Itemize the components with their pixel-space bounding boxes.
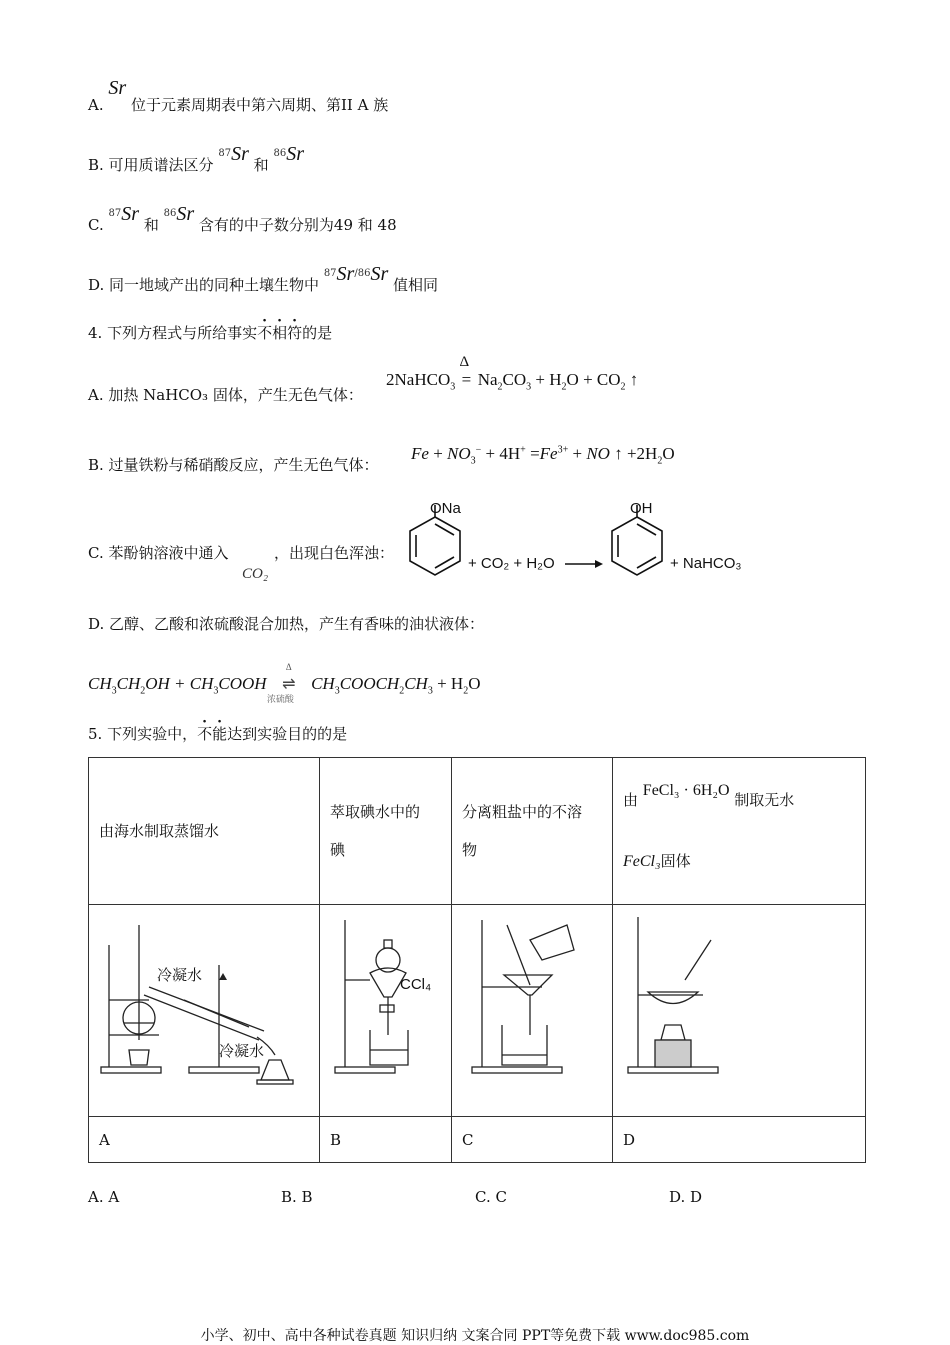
emphasis-char: 不 (197, 725, 213, 743)
product-nahco3: + NaHCO₃ (670, 555, 742, 572)
element-symbol: Sr (336, 263, 355, 285)
cell-text: 物 (462, 841, 478, 859)
q4-option-a-equation (386, 354, 639, 393)
ccl4-label: CCl₄ (400, 976, 432, 993)
cell-text: 固体 (660, 852, 691, 870)
option-text: 位于元素周期表中第六周期、第II A 族 (130, 96, 389, 114)
filtration-apparatus-image (452, 905, 612, 1102)
table-row-letters (89, 1117, 866, 1163)
q5-choice-c[interactable]: C. C (475, 1188, 507, 1206)
emphasis-char: 符 (287, 324, 303, 342)
heat-condition: Δ = (459, 354, 472, 389)
condensing-water-label: 冷凝水 (157, 966, 203, 984)
equation-left (88, 674, 267, 697)
formula-part: O + CO (566, 370, 621, 389)
element-symbol: Sr (176, 203, 195, 225)
equation-right (311, 674, 481, 697)
formula-part: = (525, 444, 540, 463)
mass-number: 87 (323, 268, 337, 279)
mass-number: 87 (218, 148, 232, 159)
q5-stem (88, 724, 347, 744)
formula-part: CH (88, 674, 112, 693)
q5-choice-a[interactable]: A. A (88, 1188, 120, 1206)
formula-part: Na (473, 370, 498, 389)
formula-part: + 4H (481, 444, 521, 463)
element-symbol: Sr (121, 203, 140, 225)
formula-part: 2 (657, 455, 663, 467)
formula-part: OH + CH (145, 674, 214, 693)
co2-formula: CO₂ (242, 566, 269, 582)
conjunction: 和 (143, 216, 159, 234)
formula-part: ↑ +2H (609, 444, 658, 463)
page-footer: 小学、初中、高中各种试卷真题 知识归纳 文案合同 PPT等免费下载 www.doc985.com (200, 1328, 750, 1344)
fecl3-hydrate-formula: FeCl₃ · 6H₂O (642, 782, 730, 799)
option-text: 值相同 (393, 276, 439, 294)
q4-option-d-text: D. 乙醇、乙酸和浓硫酸混合加热，产生有香味的油状液体： (88, 615, 485, 633)
option-text: ，出现白色浑浊： (274, 544, 395, 562)
q4-option-d-equation (88, 662, 481, 704)
cell-text: 制取无水 (734, 791, 795, 809)
option-label: A. (88, 96, 104, 114)
formula-part: Fe (411, 444, 429, 463)
formula-part: CH (116, 674, 141, 693)
reversible-arrow-icon: ⇌ (282, 676, 296, 693)
formula-part: + H (531, 370, 562, 389)
formula-part: − (475, 444, 482, 456)
cell-text: 萃取碘水中的 (330, 803, 421, 821)
cell-text: 碘 (330, 841, 346, 859)
element-symbol: Sr (286, 143, 304, 165)
option-letter-cell: C (452, 1117, 613, 1163)
formula-part: 2 (140, 685, 146, 697)
cell-text: 由 (623, 791, 639, 809)
emphasis-char: 相 (272, 324, 288, 342)
formula-part: 2 (463, 685, 469, 697)
formula-part: 3 (470, 455, 476, 467)
emphasis-char: 不 (257, 324, 273, 342)
apparatus-filtration (452, 905, 613, 1117)
formula-part: + (520, 444, 526, 456)
experiment-table (88, 757, 866, 1163)
element-symbol: Sr (108, 77, 127, 99)
reactants-co2-h2o: + CO₂ + H₂O (468, 555, 555, 572)
formula-part: ↑ (625, 370, 639, 389)
formula-part: COOH (218, 674, 267, 693)
formula-part: 3 (334, 685, 340, 697)
catalyst-condition: 浓硫酸 (266, 694, 294, 704)
formula-part: 2 (399, 685, 405, 697)
formula-part: O (468, 674, 481, 693)
formula-part: 2 (497, 381, 503, 393)
option-letter-cell: A (89, 1117, 320, 1163)
formula-part: NO (447, 444, 471, 463)
table-row-purpose (89, 758, 866, 905)
option-text: D. 同一地域产出的同种土壤生物中 (88, 276, 320, 294)
stem-text: 4. 下列方程式与所给事实 (88, 324, 258, 342)
ratio-slash: / (354, 268, 358, 279)
formula-part: 2NaHCO (386, 370, 451, 389)
purpose-cell-a: 由海水制取蒸馏水 (89, 758, 320, 905)
formula-part: 3 (526, 381, 532, 393)
oh-group: OH (630, 500, 653, 517)
formula-part: CO (502, 370, 527, 389)
formula-part: 3+ (557, 444, 569, 456)
reaction-arrowhead (595, 560, 603, 568)
formula-part: 3 (427, 685, 433, 697)
condensing-water-label: 冷凝水 (219, 1042, 265, 1060)
option-label: C. (88, 216, 104, 234)
option-letter-cell: D (613, 1117, 866, 1163)
evaporation-apparatus-image (613, 905, 865, 1102)
apparatus-distillation (89, 905, 320, 1117)
q4-option-b-text: B. 过量铁粉与稀硝酸反应，产生无色气体： (88, 456, 379, 474)
q3-option-a (88, 77, 389, 115)
separatory-funnel-image (320, 905, 451, 1102)
formula-part: CH (404, 674, 428, 693)
formula-part: O (662, 444, 675, 463)
cell-text: 分离粗盐中的不溶 (462, 803, 583, 821)
conjunction: 和 (253, 156, 269, 174)
formula-part: Fe (539, 444, 558, 463)
q3-option-b (88, 143, 304, 175)
option-letter-cell: B (320, 1117, 452, 1163)
formula-part: + H (432, 674, 464, 693)
formula-part: COOCH (339, 674, 400, 693)
option-text: C. 苯酚钠溶液中通入 (88, 544, 229, 562)
table-row-apparatus (89, 905, 866, 1117)
option-text: B. 可用质谱法区分 (88, 156, 214, 174)
apparatus-evaporation (613, 905, 866, 1117)
formula-part: NO (586, 444, 610, 463)
formula-part: CH (311, 674, 335, 693)
formula-part: 3 (450, 381, 456, 393)
q4-stem (88, 323, 332, 343)
mass-number: 86 (273, 148, 287, 159)
q4-option-b-equation (411, 444, 675, 466)
purpose-cell-b (320, 758, 452, 905)
heat-condition: Δ (285, 662, 292, 672)
q4-option-a-text: A. 加热 NaHCO₃ 固体，产生无色气体： (88, 386, 363, 404)
q3-option-c (88, 203, 397, 235)
q3-option-d (88, 263, 439, 295)
fecl3-formula: FeCl₃ (623, 853, 661, 870)
formula-part: 3 (213, 685, 219, 697)
emphasis-char: 能 (212, 725, 228, 743)
ona-group: ONa (430, 500, 461, 517)
distillation-apparatus-image (89, 905, 319, 1102)
formula-part: 2 (561, 381, 567, 393)
purpose-cell-c (452, 758, 613, 905)
mass-number: 86 (357, 268, 371, 279)
q5-choice-d[interactable]: D. D (669, 1188, 703, 1206)
stem-text: 5. 下列实验中， (88, 725, 198, 743)
element-symbol: Sr (370, 263, 389, 285)
purpose-cell-d (613, 758, 866, 905)
formula-part: 3 (111, 685, 117, 697)
apparatus-extraction (320, 905, 452, 1117)
element-symbol: Sr (231, 143, 249, 165)
q5-choice-b[interactable]: B. B (281, 1188, 313, 1206)
formula-part: 2 (620, 381, 626, 393)
mass-number: 87 (108, 208, 122, 219)
q4-option-c-text (88, 543, 394, 563)
formula-part: + (568, 444, 587, 463)
stem-text: 的是 (302, 324, 333, 342)
formula-part: + (428, 444, 448, 463)
mass-number: 86 (163, 208, 177, 219)
stem-text: 达到实验目的的是 (227, 725, 348, 743)
option-text: 含有的中子数分别为49 和 48 (198, 216, 397, 234)
